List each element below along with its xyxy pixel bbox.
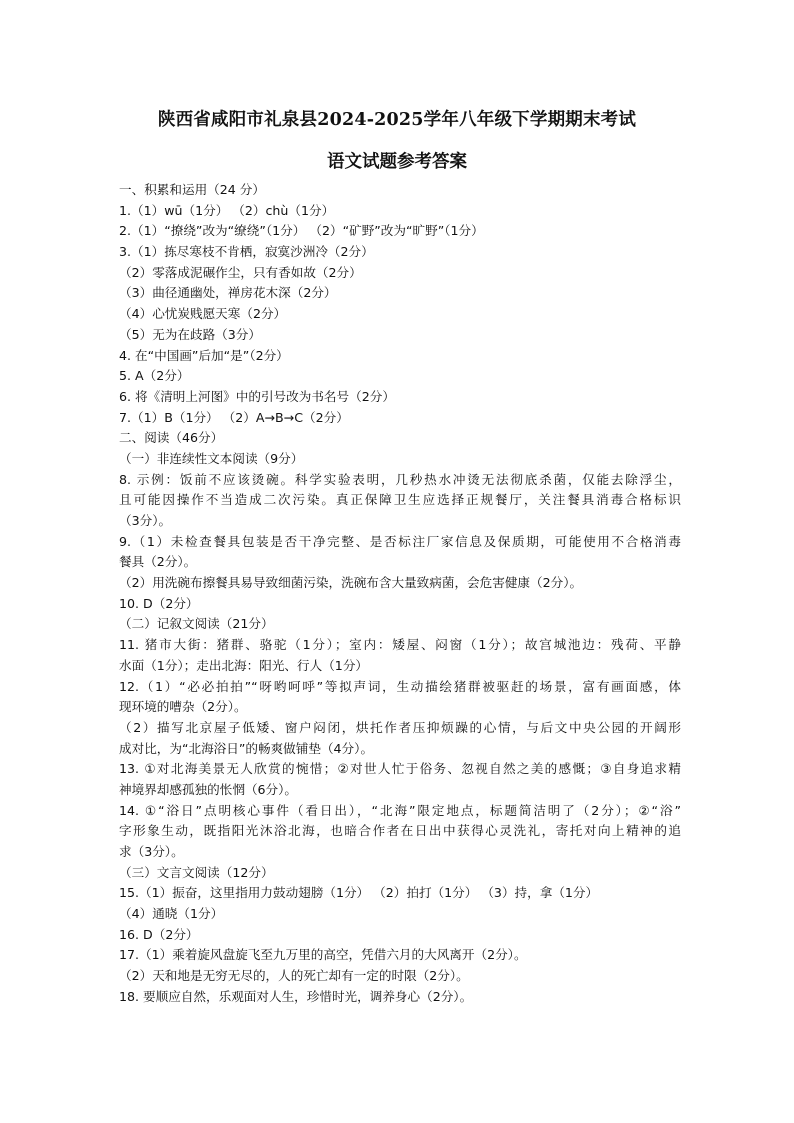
answer-line: 餐具（2分）。 xyxy=(119,554,197,570)
answer-line: 求（3分）。 xyxy=(119,844,184,859)
answer-line: 成对比，为“北海浴日”的畅爽做铺垫（4分）。 xyxy=(119,740,374,756)
answer-line: 字形象生动，既指阳光沐浴北海，也暗合作者在日出中获得心灵洗礼，寄托对向上精神的追 xyxy=(119,823,681,839)
answer-line: 1.（1）wū（1分） （2）chù（1分） xyxy=(119,202,335,218)
answer-line: 15.（1）振奋，这里指用力鼓动翅膀（1分） （2）拍打（1分） （3）持，拿（1分） xyxy=(119,885,599,901)
section-heading-2: 二、阅读（46分） xyxy=(119,430,224,446)
answer-line: 4. 在“中国画”后加“是”（2分） xyxy=(119,347,289,363)
answer-line: （2）天和地是无穷无尽的，人的死亡却有一定的时限（2分）。 xyxy=(119,968,469,984)
answer-line: 且可能因操作不当造成二次污染。真正保障卫生应选择正规餐厅，关注餐具消毒合格标识 xyxy=(119,492,681,508)
answer-line: （4）通晓（1分） xyxy=(119,906,224,922)
subsection-heading: （一）非连续性文本阅读（9分） xyxy=(119,450,304,466)
answer-line: 现环境的嘈杂（2分）。 xyxy=(119,699,247,715)
subsection-heading: （三）文言文阅读（12分） xyxy=(119,864,274,880)
answer-line: 5. A（2分） xyxy=(119,368,190,384)
answer-line: 神境界却感孤独的怅惘（6分）。 xyxy=(119,781,298,797)
answer-line: （5）无为在歧路（3分） xyxy=(119,326,261,342)
answer-line: 9.（1）未检查餐具包装是否干净完整、是否标注厂家信息及保质期，可能使用不合格消毒 xyxy=(119,533,681,549)
section-heading-1: 一、积累和运用（24 分） xyxy=(119,182,265,197)
answer-line: 11. 猪市大街：猪群、骆驼（1分）；室内：矮屋、闷窗（1分）；故宫城池边：残荷、平静 xyxy=(119,637,681,653)
answer-line: 6. 将《清明上河图》中的引号改为书名号（2分） xyxy=(119,388,395,404)
answer-line: （2）描写北京屋子低矮、窗户闷闭，烘托作者压抑烦躁的心情，与后文中央公园的开阔形 xyxy=(119,719,681,735)
answer-line: 14. ①“浴日”点明核心事件（看日出），“北海”限定地点，标题简洁明了（2分）；②“浴” xyxy=(119,802,681,818)
answer-line: （4）心忧炭贱愿天寒（2分） xyxy=(119,306,287,322)
answer-line: 10. D（2分） xyxy=(119,595,199,611)
answer-line: （2）零落成泥碾作尘，只有香如故（2分） xyxy=(119,264,362,280)
answer-line: 17.（1）乘着旋风盘旋飞至九万里的高空，凭借六月的大风离开（2分）。 xyxy=(119,947,527,963)
subsection-heading: （二）记叙文阅读（21分） xyxy=(119,616,274,632)
answer-line: 8. 示例：饭前不应该烫碗。科学实验表明，几秒热水冲烫无法彻底杀菌，仅能去除浮尘， xyxy=(119,471,681,487)
answer-body xyxy=(119,180,681,1008)
answer-line: （3分）。 xyxy=(119,513,172,528)
answer-line: 13. ①对北海美景无人欣赏的惋惜；②对世人忙于俗务、忽视自然之美的感慨；③自身追求精 xyxy=(119,761,681,777)
answer-line: 水面（1分）；走出北海：阳光、行人（1分） xyxy=(119,657,369,673)
answer-line: （2）用洗碗布擦餐具易导致细菌污染，洗碗布含大量致病菌，会危害健康（2分）。 xyxy=(119,575,583,591)
answer-line: （3）曲径通幽处，禅房花木深（2分） xyxy=(119,285,337,301)
answer-line: 18. 要顺应自然，乐观面对人生，珍惜时光，调养身心（2分）。 xyxy=(119,988,473,1004)
answer-line: 7.（1）B（1分） （2）A→B→C（2分） xyxy=(119,409,349,425)
answer-line: 16. D（2分） xyxy=(119,926,199,942)
answer-line: 2.（1）“撩绕”改为“缭绕”（1分） （2）“矿野”改为“旷野”（1分） xyxy=(119,223,484,239)
answer-line: 3.（1）拣尽寒枝不肯栖，寂寞沙洲冷（2分） xyxy=(119,244,374,260)
document-subtitle: 语文试题参考答案 xyxy=(327,152,467,172)
document-title: 陕西省咸阳市礼泉县2024-2025学年八年级下学期期末考试 xyxy=(157,110,637,130)
answer-line: 12.（1）“必必拍拍”“呀哟呵呼”等拟声词，生动描绘猪群被驱赶的场景，富有画面感，体 xyxy=(119,678,681,694)
